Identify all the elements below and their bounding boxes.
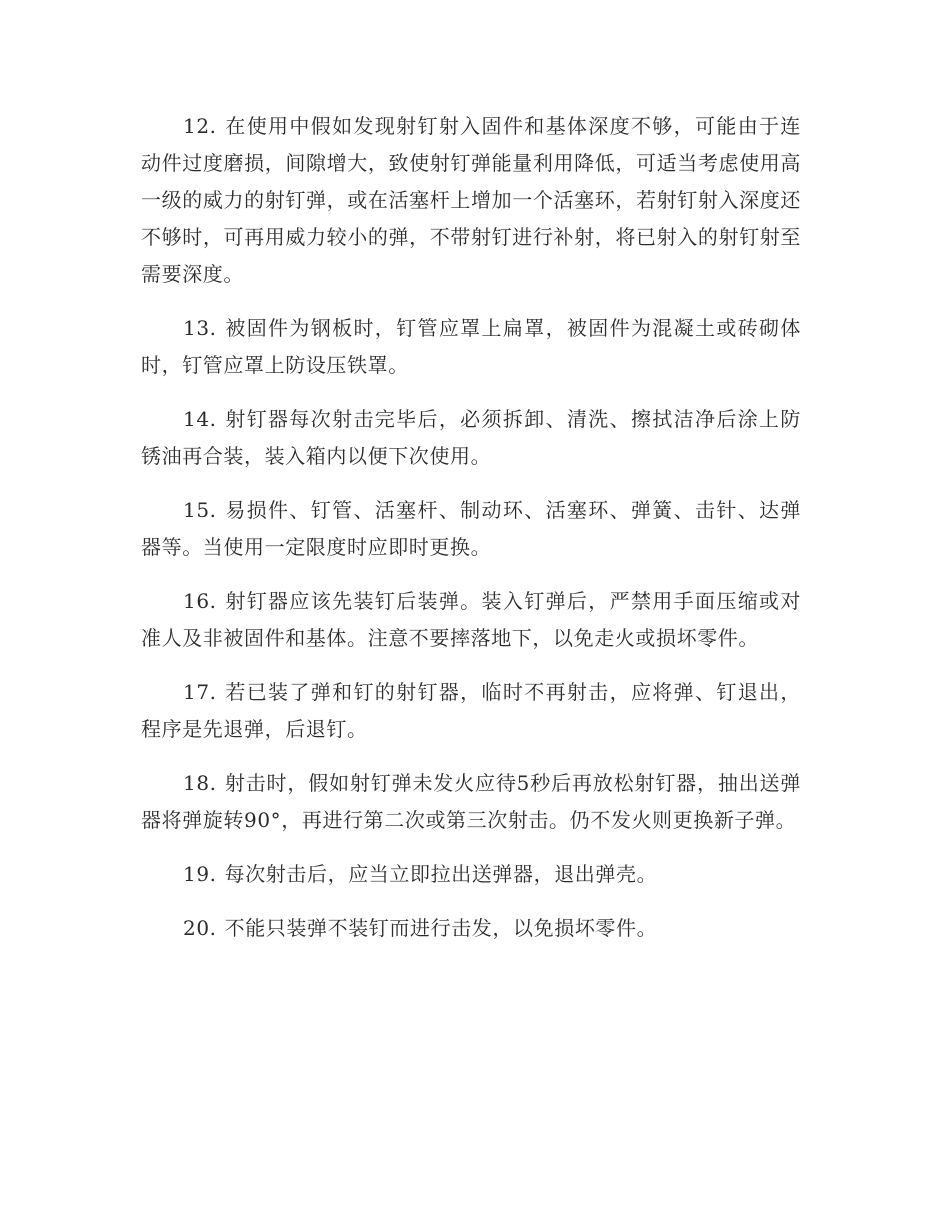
paragraph-20 xyxy=(141,910,801,947)
paragraph-number: 19. xyxy=(183,862,217,886)
paragraph-17 xyxy=(141,674,801,748)
paragraph-number: 16. xyxy=(183,589,217,613)
paragraph-number: 13. xyxy=(183,316,217,340)
paragraph-text: 射钉器每次射击完毕后，必须拆卸、清洗、擦拭洁净后涂上防锈油再合装，装入箱内以便下次使用。 xyxy=(141,407,801,468)
paragraph-text: 在使用中假如发现射钉射入固件和基体深度不够，可能由于连动件过度磨损，间隙增大，致使射钉弹能量利用降低，可适当考虑使用高一级的威力的射钉弹，或在活塞杆上增加一个活塞环，若射钉射入深度还不够时，可再用威力较小的弹，不带射钉进行补射，将已射入的射钉射至需要深度。 xyxy=(141,114,801,286)
document-body xyxy=(141,108,801,964)
paragraph-19 xyxy=(141,856,801,893)
paragraph-number: 17. xyxy=(183,680,217,704)
paragraph-12 xyxy=(141,108,801,293)
paragraph-text: 被固件为钢板时，钉管应罩上扁罩，被固件为混凝土或砖砌体时，钉管应罩上防设压铁罩。 xyxy=(141,316,801,377)
paragraph-16 xyxy=(141,583,801,657)
paragraph-14 xyxy=(141,401,801,475)
paragraph-number: 15. xyxy=(183,498,217,522)
paragraph-number: 18. xyxy=(183,771,217,795)
paragraph-text: 易损件、钉管、活塞杆、制动环、活塞环、弹簧、击针、达弹器等。当使用一定限度时应即时更换。 xyxy=(141,498,801,559)
paragraph-text: 射击时，假如射钉弹未发火应待5秒后再放松射钉器，抽出送弹器将弹旋转90°，再进行第二次或第三次射击。仍不发火则更换新子弹。 xyxy=(141,771,801,832)
paragraph-text: 每次射击后，应当立即拉出送弹器，退出弹壳。 xyxy=(224,862,658,886)
paragraph-number: 14. xyxy=(183,407,217,431)
paragraph-text: 不能只装弹不装钉而进行击发，以免损坏零件。 xyxy=(224,916,658,940)
paragraph-18 xyxy=(141,765,801,839)
paragraph-text: 射钉器应该先装钉后装弹。装入钉弹后，严禁用手面压缩或对准人及非被固件和基体。注意不要摔落地下，以免走火或损坏零件。 xyxy=(141,589,801,650)
paragraph-number: 12. xyxy=(183,114,217,138)
paragraph-13 xyxy=(141,310,801,384)
paragraph-text: 若已装了弹和钉的射钉器，临时不再射击，应将弹、钉退出，程序是先退弹，后退钉。 xyxy=(141,680,801,741)
paragraph-15 xyxy=(141,492,801,566)
paragraph-number: 20. xyxy=(183,916,217,940)
